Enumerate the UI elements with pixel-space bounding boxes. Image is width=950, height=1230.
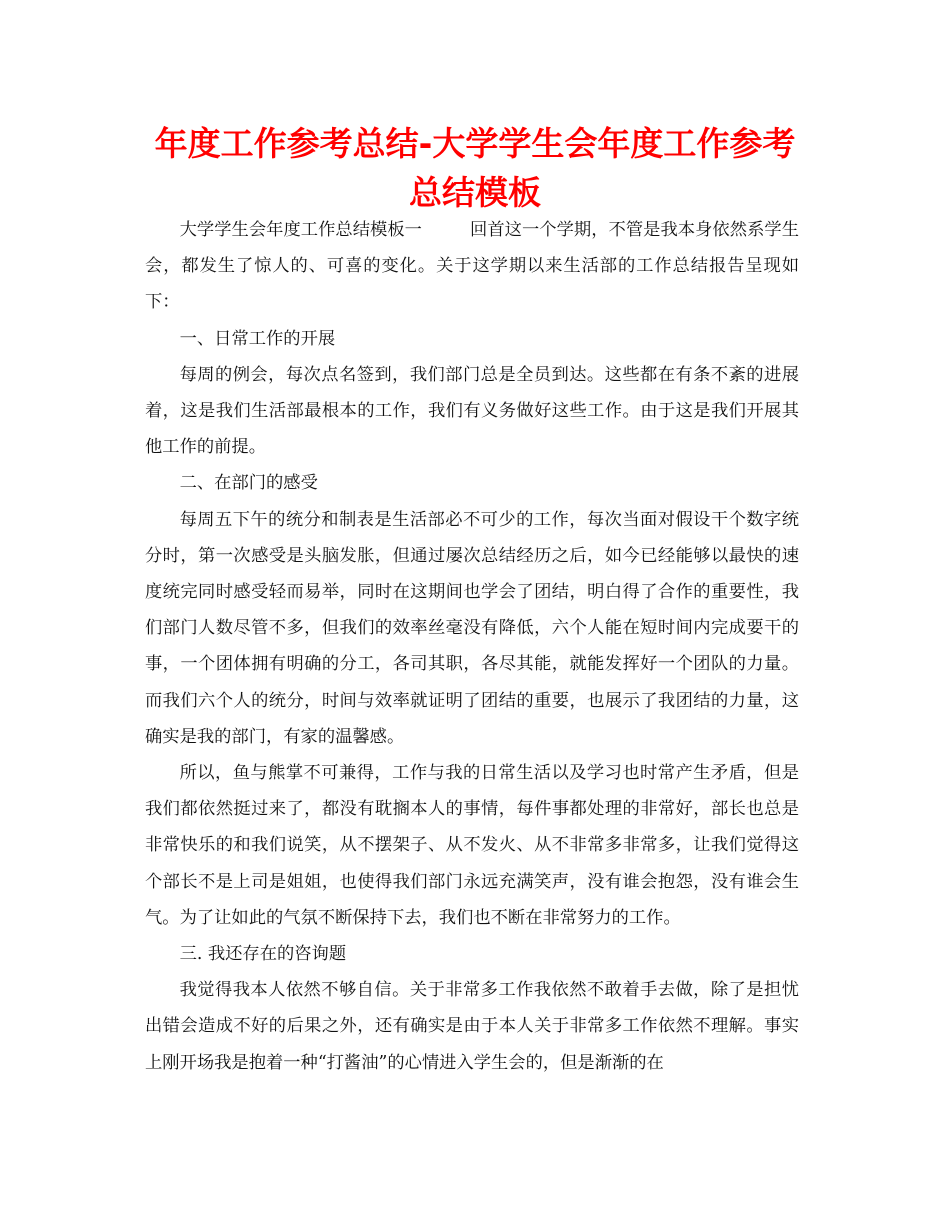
document-title: 年度工作参考总结-大学学生会年度工作参考总结模板 bbox=[154, 124, 796, 212]
document-body bbox=[145, 212, 799, 1081]
section-2-paragraph-2: 所以，鱼与熊掌不可兼得，工作与我的日常生活以及学习也时常产生矛盾，但是我们都依然挺过来了，都没有耽搁本人的事情，每件事都处理的非常好，部长也总是非常快乐的和我们说笑，从不摆架子、从不发火、从不非常多非常多，让我们觉得这个部长不是上司是姐姐，也使得我们部门永远充满笑声，没有谁会抱怨，没有谁会生气。为了让如此的气氛不断保持下去，我们也不断在非常努力的工作。 bbox=[145, 763, 799, 928]
section-3-paragraph: 我觉得我本人依然不够自信。关于非常多工作我依然不敢着手去做，除了是担忧出错会造成不好的后果之外，还有确实是由于本人关于非常多工作依然不理解。事实上刚开场我是抱着一种“打酱油”的心情进入学生会的，但是渐渐的在 bbox=[145, 980, 799, 1073]
section-heading-3: 三. 我还存在的咨询题 bbox=[179, 944, 347, 965]
section-heading-2: 二、在部门的感受 bbox=[179, 473, 318, 494]
intro-text: 回首这一个学期，不管是我本身依然系学生会，都发生了惊人的、可喜的变化。关于这学期以来生活部的工作总结报告呈现如下： bbox=[145, 220, 799, 313]
section-heading-1: 一、日常工作的开展 bbox=[179, 328, 336, 349]
section-1-paragraph: 每周的例会，每次点名签到，我们部门总是全员到达。这些都在有条不紊的进展着，这是我们生活部最根本的工作，我们有义务做好这些工作。由于这是我们开展其他工作的前提。 bbox=[145, 364, 799, 458]
intro-paragraph bbox=[145, 212, 799, 321]
intro-template-label: 大学学生会年度工作总结模板一 bbox=[179, 220, 422, 240]
section-2-paragraph-1: 每周五下午的统分和制表是生活部必不可少的工作，每次当面对假设干个数字统分时，第一次感受是头脑发胀，但通过屡次总结经历之后，如今已经能够以最快的速度统完同时感受轻而易举，同时在这期间也学会了团结，明白得了合作的重要性，我们部门人数尽管不多，但我们的效率丝毫没有降低，六个人能在短时间内完成要干的事，一个团体拥有明确的分工，各司其职，各尽其能，就能发挥好一个团队的力量。而我们六个人的统分，时间与效率就证明了团结的重要，也展示了我团结的力量，这确实是我的部门，有家的温馨感。 bbox=[145, 509, 799, 747]
